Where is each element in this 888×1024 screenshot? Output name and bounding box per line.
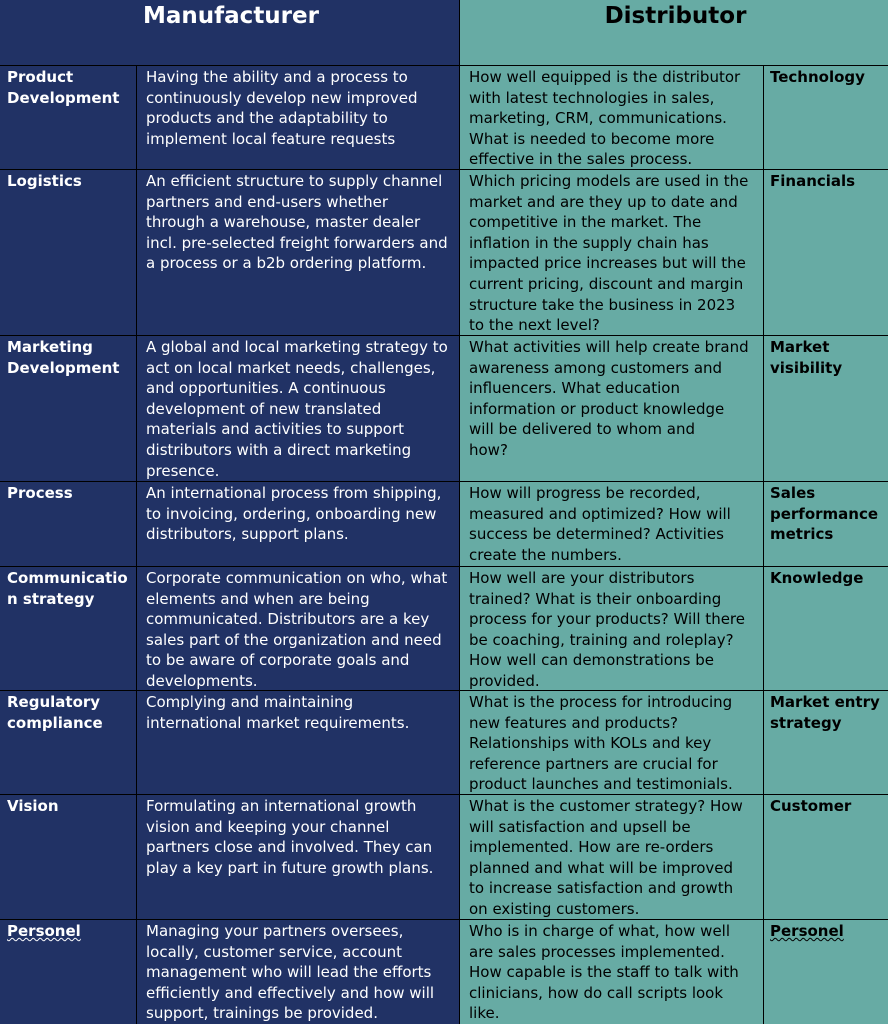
mfg-label-personel-text: Personel xyxy=(7,922,81,940)
mfg-label-marketing-development: Marketing Development xyxy=(0,336,137,482)
mfg-label-regulatory-compliance: Regulatory compliance xyxy=(0,691,137,795)
manufacturer-header: Manufacturer xyxy=(0,0,460,66)
mfg-label-product-development: Product Development xyxy=(0,66,137,170)
mfg-desc-regulatory-compliance: Complying and maintaining international market requirements. xyxy=(137,691,460,795)
dst-desc-customer: What is the customer strategy? How will satisfaction and upsell be implemented. How are re-orders planned and what will be improved to increase satisfaction and growth on existing customers. xyxy=(460,795,764,920)
dst-desc-technology: How well equipped is the distributor with latest technologies in sales, marketing, CRM, communications. What is needed to become more effective in the sales process. xyxy=(460,66,764,170)
dst-label-sales-performance-metrics: Sales performance metrics xyxy=(764,482,888,567)
dst-desc-market-visibility: What activities will help create brand awareness among customers and influencers. What education information or product knowledge will be delivered to whom and how? xyxy=(460,336,764,482)
mfg-label-vision: Vision xyxy=(0,795,137,920)
dst-desc-knowledge: How well are your distributors trained? What is their onboarding process for your products? Will there be coaching, training and roleplay? How well can demonstrations be provided. xyxy=(460,567,764,691)
mfg-desc-personel: Managing your partners oversees, locally, customer service, account management who will lead the efforts efficiently and effectively and how will support, trainings be provided. xyxy=(137,920,460,1024)
mfg-desc-logistics: An efficient structure to supply channel partners and end-users whether through a warehouse, master dealer incl. pre-selected freight forwarders and a process or a b2b ordering platform. xyxy=(137,170,460,336)
dst-desc-financials: Which pricing models are used in the market and are they up to date and competitive in the market. The inflation in the supply chain has impacted price increases but will the current pricing, discount and margin structure take the business in 2023 to the next level? xyxy=(460,170,764,336)
mfg-label-personel xyxy=(0,920,137,1024)
dst-desc-sales-performance-metrics: How will progress be recorded, measured and optimized? How will success be determined? Activities create the numbers. xyxy=(460,482,764,567)
dst-label-personel xyxy=(764,920,888,1024)
mfg-desc-communication-strategy: Corporate communication on who, what elements and when are being communicated. Distributors are a key sales part of the organization and need to be aware of corporate goals and developments. xyxy=(137,567,460,691)
dst-desc-market-entry-strategy: What is the process for introducing new features and products? Relationships with KOLs and key reference partners are crucial for product launches and testimonials. xyxy=(460,691,764,795)
mfg-label-process: Process xyxy=(0,482,137,567)
mfg-desc-vision: Formulating an international growth vision and keeping your channel partners close and involved. They can play a key part in future growth plans. xyxy=(137,795,460,920)
dst-label-customer: Customer xyxy=(764,795,888,920)
mfg-desc-process: An international process from shipping, to invoicing, ordering, onboarding new distributors, support plans. xyxy=(137,482,460,567)
dst-label-market-entry-strategy: Market entry strategy xyxy=(764,691,888,795)
dst-label-knowledge: Knowledge xyxy=(764,567,888,691)
mfg-label-communication-strategy: Communicatio n strategy xyxy=(0,567,137,691)
mfg-desc-marketing-development: A global and local marketing strategy to act on local market needs, challenges, and opportunities. A continuous development of new translated materials and activities to support distributors with a direct marketing presence. xyxy=(137,336,460,482)
dst-label-technology: Technology xyxy=(764,66,888,170)
dst-label-financials: Financials xyxy=(764,170,888,336)
mfg-desc-product-development: Having the ability and a process to continuously develop new improved products and the adaptability to implement local feature requests xyxy=(137,66,460,170)
distributor-header: Distributor xyxy=(460,0,888,66)
dst-desc-personel: Who is in charge of what, how well are sales processes implemented. How capable is the staff to talk with clinicians, how do call scripts look like. xyxy=(460,920,764,1024)
mfg-label-logistics: Logistics xyxy=(0,170,137,336)
dst-label-personel-text: Personel xyxy=(770,922,844,940)
dst-label-market-visibility: Market visibility xyxy=(764,336,888,482)
